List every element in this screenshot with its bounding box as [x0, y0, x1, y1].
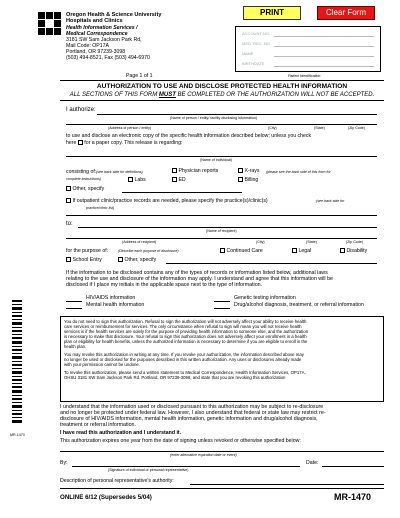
other-specify-label: Other, specify [72, 186, 105, 192]
genetic-initials-field[interactable] [214, 301, 230, 302]
expire-caption: (enter alternative expiration date or event) [170, 453, 237, 457]
footer-left: ONLINE 6/12 (Supersedes 5/04) [60, 494, 152, 501]
outpatient-checkbox[interactable] [66, 198, 71, 203]
mental-label: Mental health information [86, 302, 145, 308]
use-text-line2 [66, 140, 182, 146]
authorize-name-field[interactable] [97, 114, 377, 115]
address-line1: 3181 SW Sam Jackson Park Rd, [66, 36, 142, 43]
physician-reports-label: Physician reports [178, 168, 219, 174]
recipient-city-caption: (City) [256, 240, 265, 244]
school-entry-checkbox[interactable] [66, 257, 71, 262]
recipient-name-field[interactable] [78, 227, 377, 228]
other-specify-field[interactable] [122, 192, 242, 193]
understand-line1: I understand that the information used or disclosed pursuant to this authorization may be subject to re-disclosure [60, 404, 324, 410]
individual-name-field[interactable] [66, 156, 377, 157]
notice1-line4: is necessary to make that disclosure. Your refusal to sign this authorization does not adversely affect your enrollment in a health [64, 334, 307, 339]
subtitle-pre: ALL SECTIONS OF THIS FORM [69, 92, 159, 98]
outpatient-note: (see back side for [316, 199, 345, 203]
outpatient-option[interactable] [66, 198, 268, 204]
recipient-address-caption: (Address of recipient) [122, 240, 157, 244]
labs-option[interactable] [128, 177, 146, 183]
expire-text: This authorization expires one year from the date of signing unless revoked or otherwise specified below: [60, 438, 301, 444]
recipient-zip-caption: (Zip Code) [346, 240, 363, 244]
disability-checkbox[interactable] [340, 248, 345, 253]
billing-label: Billing [244, 177, 259, 183]
purpose-other-label: Other, specify [124, 257, 157, 263]
footer-form-code: MR-1470 [334, 492, 372, 502]
notice-para1 [64, 319, 380, 349]
page-number: Page 1 of 1 [126, 73, 153, 79]
continued-care-checkbox[interactable] [220, 248, 225, 253]
notice1-line2: care services or reimbursement for services. The only circumstance when refusal to sign will mean you will not receive health [64, 324, 302, 329]
by-label: By: [60, 460, 68, 466]
consisting-see-back: (see back side for definitions) [96, 170, 143, 174]
authorize-city-caption: (City) [268, 126, 277, 130]
labs-checkbox[interactable] [128, 177, 133, 182]
school-entry-option[interactable] [66, 257, 102, 263]
notice-para3 [64, 370, 380, 380]
sensitive-line2: relating to the use and disclosure of the information may apply. I understand and agree that this information will be [66, 276, 333, 282]
org-header [66, 12, 196, 61]
read-statement: I have read this authorization and I understand it. [60, 430, 182, 436]
labs-label: Labs [134, 177, 146, 183]
dept-line1: Health Information Services / [66, 24, 138, 31]
patient-id-box [235, 26, 381, 72]
mental-initials-field[interactable] [66, 308, 82, 309]
xrays-label: X-rays [244, 168, 260, 174]
recipient-address-field[interactable] [66, 238, 377, 239]
print-button[interactable]: PRINT [243, 6, 301, 20]
org-name: Oregon Health & Science University [66, 12, 162, 18]
sensitive-line3: disclosed if I place my initials in the applicable space next to the type of information. [66, 282, 263, 288]
subtitle-must: MUST [158, 92, 176, 98]
xrays-note: (please see the back side of this form for [266, 170, 331, 174]
sensitive-line1: If the information to be disclosed contains any of the types of records or information listed below, additional laws [66, 270, 328, 276]
notice1-line1: You do not need to sign this authorization. Refusal to sign the authorization will not adversely affect your ability to receive health [64, 319, 307, 324]
clear-form-button[interactable]: Clear Form [317, 6, 375, 20]
rep-authority-field[interactable] [190, 484, 384, 485]
recipient-state-caption: (State) [306, 240, 317, 244]
form-subtitle [60, 92, 384, 99]
paper-copy-checkbox[interactable] [78, 140, 83, 145]
legal-option[interactable] [292, 248, 311, 254]
consisting-label: consisting of: [66, 169, 97, 175]
notice-para2 [64, 352, 380, 367]
understand-line3: disclosure of HIV/AIDS information, mental health information, genetic information and drug/alcohol diagnosis, [60, 416, 318, 422]
consisting-complete: complete instructions) [66, 177, 101, 181]
date-field[interactable] [322, 466, 384, 467]
expiration-field[interactable] [60, 451, 384, 452]
use-text-regarding: for a paper copy. This release is regarding: [84, 140, 183, 146]
signature-caption: (Signature of individual or personal representative) [108, 468, 189, 472]
other-specify-option[interactable] [66, 186, 104, 192]
notice3-line1: To revoke this authorization, please send a written statement to Medical Correspondence, Health Information Services, OP17A, [64, 370, 306, 375]
legal-checkbox[interactable] [292, 248, 297, 253]
purpose-other-option[interactable] [118, 257, 156, 263]
billing-option[interactable] [238, 177, 258, 183]
authorize-name-caption: (Name of person / entity/ facility disclosing information) [170, 116, 258, 120]
practice-field[interactable] [66, 215, 377, 216]
sensitive-paragraph [66, 270, 384, 288]
disability-option[interactable] [340, 248, 367, 254]
other-specify-checkbox[interactable] [66, 186, 71, 191]
authorize-zip-caption: (Zip Code) [348, 126, 365, 130]
notice-box [60, 316, 384, 402]
signature-field[interactable] [72, 466, 300, 467]
address-line2: Mail Code: OP17A [66, 42, 109, 49]
use-text-here: here [66, 140, 77, 146]
notice2-line3: with your permission cannot be undone. [64, 362, 140, 367]
understand-line2: and no longer be protected under federal law. However, I also understand that federal or state law may restrict re- [60, 410, 326, 416]
hiv-initials-field[interactable] [66, 301, 82, 302]
disability-label: Disability [346, 248, 368, 254]
purpose-other-checkbox[interactable] [118, 257, 123, 262]
continued-care-label: Continued Care [226, 248, 263, 254]
barcode [12, 300, 22, 425]
ed-option[interactable] [172, 177, 186, 183]
notice2-line2: no longer be used or disclosed for the purposes described in this written authorization. Any uses or disclosures already made [64, 357, 302, 362]
account-no-label: ACCOUNT NO. [242, 31, 270, 36]
purpose-desc: (Describe each purpose of disclosure) [118, 249, 179, 253]
to-label: to: [66, 221, 73, 227]
drug-label: Drug/alcohol diagnosis, treatment, or referral information [234, 302, 364, 308]
legal-label: Legal [298, 248, 312, 254]
patient-name-label: NAME [242, 51, 254, 56]
rep-label: Description of personal representative's authority: [60, 478, 174, 484]
outpatient-note2: practice/clinic list) [86, 206, 115, 210]
school-entry-label: School Entry [72, 257, 102, 263]
notice2-line1: You may revoke this authorization in writing at any time. If you revoke your authorization, the information described above may [64, 352, 304, 357]
patient-id-caption: Patient Identification [288, 74, 321, 78]
notice1-line6: health plan. [64, 344, 87, 349]
drug-initials-field[interactable] [214, 308, 230, 309]
understand-paragraph [60, 404, 386, 428]
physician-reports-option[interactable] [172, 168, 218, 174]
notice1-line3: services is if the health services are solely for the purpose of providing health information to someone else, and the authorization [64, 329, 309, 334]
hiv-label: HIV/AIDS information [86, 295, 136, 301]
authorize-address-caption: (Address of person / entity) [108, 126, 152, 130]
authorize-address-field[interactable] [66, 124, 377, 125]
birthdate-label: BIRTHDATE [242, 61, 265, 66]
subtitle-post: BE COMPLETED OR THE AUTHORIZATION WILL NOT BE ACCEPTED. [175, 92, 375, 98]
form-title: AUTHORIZATION TO USE AND DISCLOSE PROTECTED HEALTH INFORMATION [96, 83, 348, 90]
billing-checkbox[interactable] [238, 177, 243, 182]
continued-care-option[interactable] [220, 248, 263, 254]
notice1-line5: plan or eligibility for health benefits, unless the authorized information is necessary to determine if you are eligible to enroll in the [64, 339, 308, 344]
xrays-checkbox[interactable] [238, 168, 243, 173]
side-form-code: MR-1470 [10, 433, 25, 437]
ohsu-logo [38, 12, 62, 36]
address-line3: Portland, OR 97239-3098 [66, 48, 126, 55]
phone-line: (503) 494-8521, Fax (503) 494-6970 [66, 54, 150, 61]
use-text-line1: to use and disclose an electronic copy of the specific health information described below; unless you check [66, 133, 312, 139]
genetic-label: Genetic testing information [234, 295, 296, 301]
understand-line4: treatment or referral information. [60, 422, 136, 428]
purpose-label: for the purpose of: [66, 248, 109, 254]
org-sub: Hospitals and Clinics [66, 18, 123, 25]
notice3-line2: OHSU 3181 SW Sam Jackson Park Rd. Portland, OR 97239-3098, and state that you are revoking this authorization [64, 375, 286, 380]
ed-checkbox[interactable] [172, 177, 177, 182]
individual-name-caption: (Name of individual) [200, 158, 232, 162]
recipient-name-caption: (Name of recipient) [206, 229, 237, 233]
date-label: Date: [306, 460, 319, 466]
dept-line2: Medical Correspondence [66, 30, 128, 37]
purpose-other-field[interactable] [166, 263, 377, 264]
xrays-option[interactable] [238, 168, 259, 174]
med-rec-label: MED. REC. NO. [242, 41, 271, 46]
barcode-graphic [12, 300, 22, 425]
outpatient-label: If outpatient clinic/practice records are needed, please specify the practice(s)/clinic(s) [72, 198, 268, 204]
authorize-state-caption: (State) [314, 126, 325, 130]
authorize-label: I authorize: [66, 107, 96, 113]
ed-label: ED [178, 177, 186, 183]
physician-reports-checkbox[interactable] [172, 168, 177, 173]
